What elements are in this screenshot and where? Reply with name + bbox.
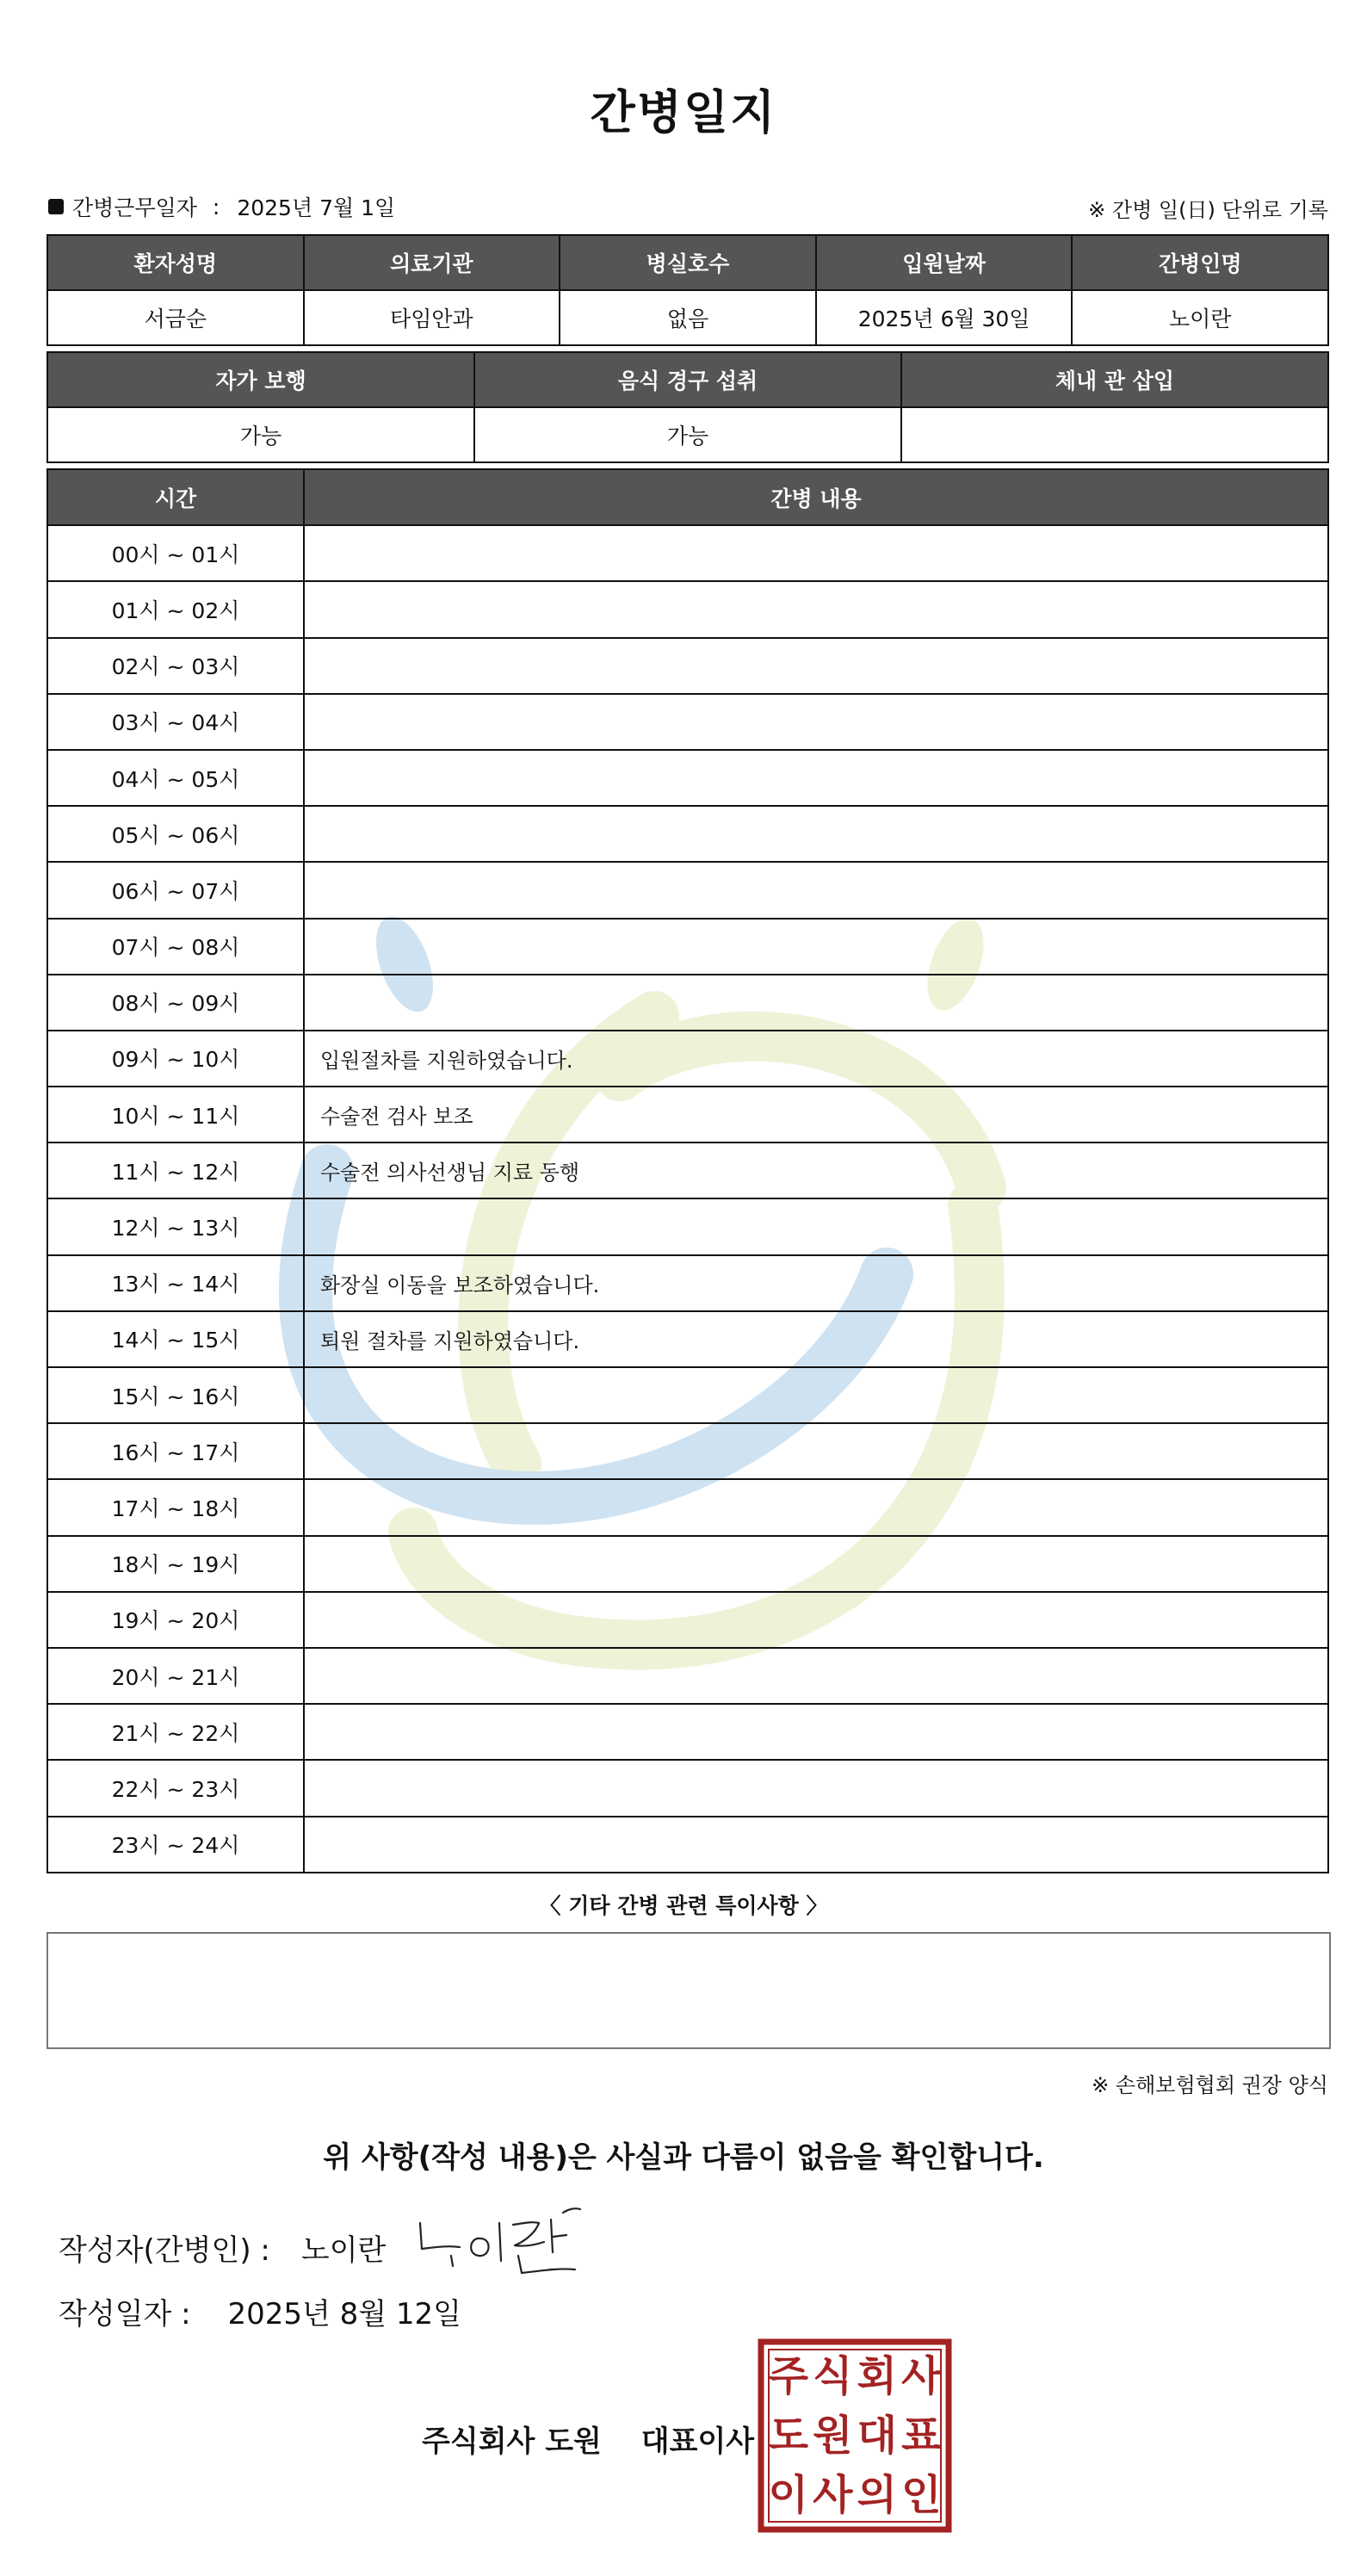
tube-insertion-header: 체내 관 삽입 [901, 352, 1328, 407]
care-content-cell [304, 1423, 1328, 1479]
time-slot: 03시 ~ 04시 [47, 694, 304, 750]
writer-name: 노이란 [300, 2233, 387, 2268]
care-content-cell: 입원절차를 지원하였습니다. [304, 1031, 1328, 1087]
care-content-cell: 화장실 이동을 보조하였습니다. [304, 1255, 1328, 1311]
work-date-value: 2025년 7월 1일 [237, 195, 396, 220]
table-row [47, 1592, 1328, 1648]
seal-character: 사 [813, 2470, 853, 2519]
company-name: 주식회사 도원 [422, 2424, 602, 2459]
time-slot: 16시 ~ 17시 [47, 1423, 304, 1479]
care-content-cell [304, 694, 1328, 750]
written-date-label: 작성일자 : [59, 2297, 191, 2331]
table-row [47, 581, 1328, 637]
company-line [422, 2418, 754, 2460]
oral-intake-value: 가능 [474, 407, 901, 462]
seal-character: 표 [901, 2411, 942, 2460]
table-row [47, 290, 1328, 345]
confirmation-statement: 위 사항(작성 내용)은 사실과 다름이 없음을 확인합니다. [323, 2140, 1044, 2175]
seal-character: 대 [857, 2411, 897, 2460]
special-notes-box [46, 1932, 1331, 2049]
time-slot: 12시 ~ 13시 [47, 1198, 304, 1254]
care-content-cell: 퇴원 절차를 지원하였습니다. [304, 1311, 1328, 1367]
table-row [47, 1423, 1328, 1479]
seal-character: 원 [813, 2411, 853, 2460]
work-date-label: 간병근무일자 [72, 195, 197, 220]
care-content-cell [304, 1198, 1328, 1254]
special-notes-title: 〈 기타 간병 관련 특이사항 〉 [539, 1893, 828, 1918]
table-row [47, 525, 1328, 581]
time-slot: 09시 ~ 10시 [47, 1031, 304, 1087]
oral-intake-header: 음식 경구 섭취 [474, 352, 901, 407]
care-content-cell [304, 862, 1328, 918]
square-bullet-icon [48, 199, 64, 214]
table-row [47, 694, 1328, 750]
care-content-cell [304, 919, 1328, 975]
table-row [47, 862, 1328, 918]
care-log-table [46, 468, 1329, 1873]
hospital-value: 타임안과 [304, 290, 560, 345]
document-title: 간병일지 [590, 85, 777, 139]
time-slot: 04시 ~ 05시 [47, 750, 304, 806]
time-slot: 14시 ~ 15시 [47, 1311, 304, 1367]
table-row [47, 1198, 1328, 1254]
table-row [47, 975, 1328, 1031]
table-row [47, 638, 1328, 694]
company-representative: 대표이사 [640, 2424, 755, 2459]
care-content-cell [304, 1367, 1328, 1423]
time-slot: 18시 ~ 19시 [47, 1536, 304, 1592]
care-content-cell [304, 581, 1328, 637]
time-slot: 08시 ~ 09시 [47, 975, 304, 1031]
seal-character: 회 [857, 2352, 897, 2401]
seal-character: 사 [901, 2352, 942, 2401]
patient-name-header: 환자성명 [47, 235, 304, 290]
care-content-cell [304, 1592, 1328, 1648]
hospital-header: 의료기관 [304, 235, 560, 290]
care-content-cell: 수술전 검사 보조 [304, 1087, 1328, 1142]
time-header: 시간 [47, 469, 304, 525]
admission-date-value: 2025년 6월 30일 [816, 290, 1073, 345]
time-slot: 01시 ~ 02시 [47, 581, 304, 637]
time-slot: 21시 ~ 22시 [47, 1704, 304, 1760]
care-content-cell [304, 975, 1328, 1031]
care-content-cell [304, 1760, 1328, 1816]
time-slot: 11시 ~ 12시 [47, 1142, 304, 1198]
table-row [47, 1311, 1328, 1367]
time-slot: 00시 ~ 01시 [47, 525, 304, 581]
table-row [47, 1648, 1328, 1704]
caregiver-name-value: 노이란 [1072, 290, 1328, 345]
time-slot: 07시 ~ 08시 [47, 919, 304, 975]
table-row [47, 1536, 1328, 1592]
time-slot: 06시 ~ 07시 [47, 862, 304, 918]
table-row [47, 1367, 1328, 1423]
care-content-cell [304, 525, 1328, 581]
care-content-cell [304, 1817, 1328, 1873]
writer-label: 작성자(간병인) : [59, 2233, 270, 2268]
care-content-cell: 수술전 의사선생님 지료 동행 [304, 1142, 1328, 1198]
care-content-cell [304, 750, 1328, 806]
writer-line [59, 2226, 386, 2269]
table-header-row [47, 469, 1328, 525]
care-log-body [47, 525, 1328, 1873]
seal-character: 주 [768, 2352, 808, 2401]
seal-character: 이 [768, 2470, 808, 2519]
care-content-cell [304, 1704, 1328, 1760]
time-slot: 15시 ~ 16시 [47, 1367, 304, 1423]
table-header-row [47, 235, 1328, 290]
table-row [47, 1087, 1328, 1142]
table-row [47, 919, 1328, 975]
table-row [47, 1704, 1328, 1760]
handwritten-signature [410, 2204, 582, 2282]
table-row [47, 750, 1328, 806]
care-content-cell [304, 806, 1328, 862]
seal-character: 의 [857, 2470, 897, 2519]
patient-info-table [46, 234, 1329, 346]
table-row [47, 1479, 1328, 1535]
seal-characters [766, 2347, 943, 2524]
table-row [47, 407, 1328, 462]
tube-insertion-value [901, 407, 1328, 462]
time-slot: 17시 ~ 18시 [47, 1479, 304, 1535]
table-row [47, 1760, 1328, 1816]
time-slot: 20시 ~ 21시 [47, 1648, 304, 1704]
written-date-value: 2025년 8월 12일 [227, 2297, 462, 2331]
care-content-cell [304, 1536, 1328, 1592]
admission-date-header: 입원날짜 [816, 235, 1073, 290]
room-value: 없음 [560, 290, 816, 345]
patient-status-table [46, 351, 1329, 463]
seal-character: 도 [768, 2411, 808, 2460]
caregiver-name-header: 간병인명 [1072, 235, 1328, 290]
company-seal [758, 2338, 952, 2533]
time-slot: 22시 ~ 23시 [47, 1760, 304, 1816]
table-row [47, 1817, 1328, 1873]
patient-name-value: 서금순 [47, 290, 304, 345]
time-slot: 19시 ~ 20시 [47, 1592, 304, 1648]
table-row [47, 1255, 1328, 1311]
walking-value: 가능 [47, 407, 474, 462]
care-content-header: 간병 내용 [304, 469, 1328, 525]
time-slot: 02시 ~ 03시 [47, 638, 304, 694]
room-header: 병실호수 [560, 235, 816, 290]
care-content-cell [304, 1479, 1328, 1535]
written-date-line [59, 2290, 461, 2332]
seal-character: 식 [813, 2352, 853, 2401]
care-content-cell [304, 638, 1328, 694]
time-slot: 05시 ~ 06시 [47, 806, 304, 862]
work-date-line [48, 191, 395, 222]
unit-note: ※ 간병 일(日) 단위로 기록 [1088, 198, 1328, 222]
seal-character: 인 [901, 2470, 942, 2519]
time-slot: 10시 ~ 11시 [47, 1087, 304, 1142]
time-slot: 23시 ~ 24시 [47, 1817, 304, 1873]
table-row [47, 1142, 1328, 1198]
time-slot: 13시 ~ 14시 [47, 1255, 304, 1311]
care-content-cell [304, 1648, 1328, 1704]
table-row [47, 1031, 1328, 1087]
work-date-separator: : [212, 194, 220, 220]
walking-header: 자가 보행 [47, 352, 474, 407]
table-header-row [47, 352, 1328, 407]
association-note: ※ 손해보험협회 권장 양식 [1092, 2073, 1328, 2097]
table-row [47, 806, 1328, 862]
